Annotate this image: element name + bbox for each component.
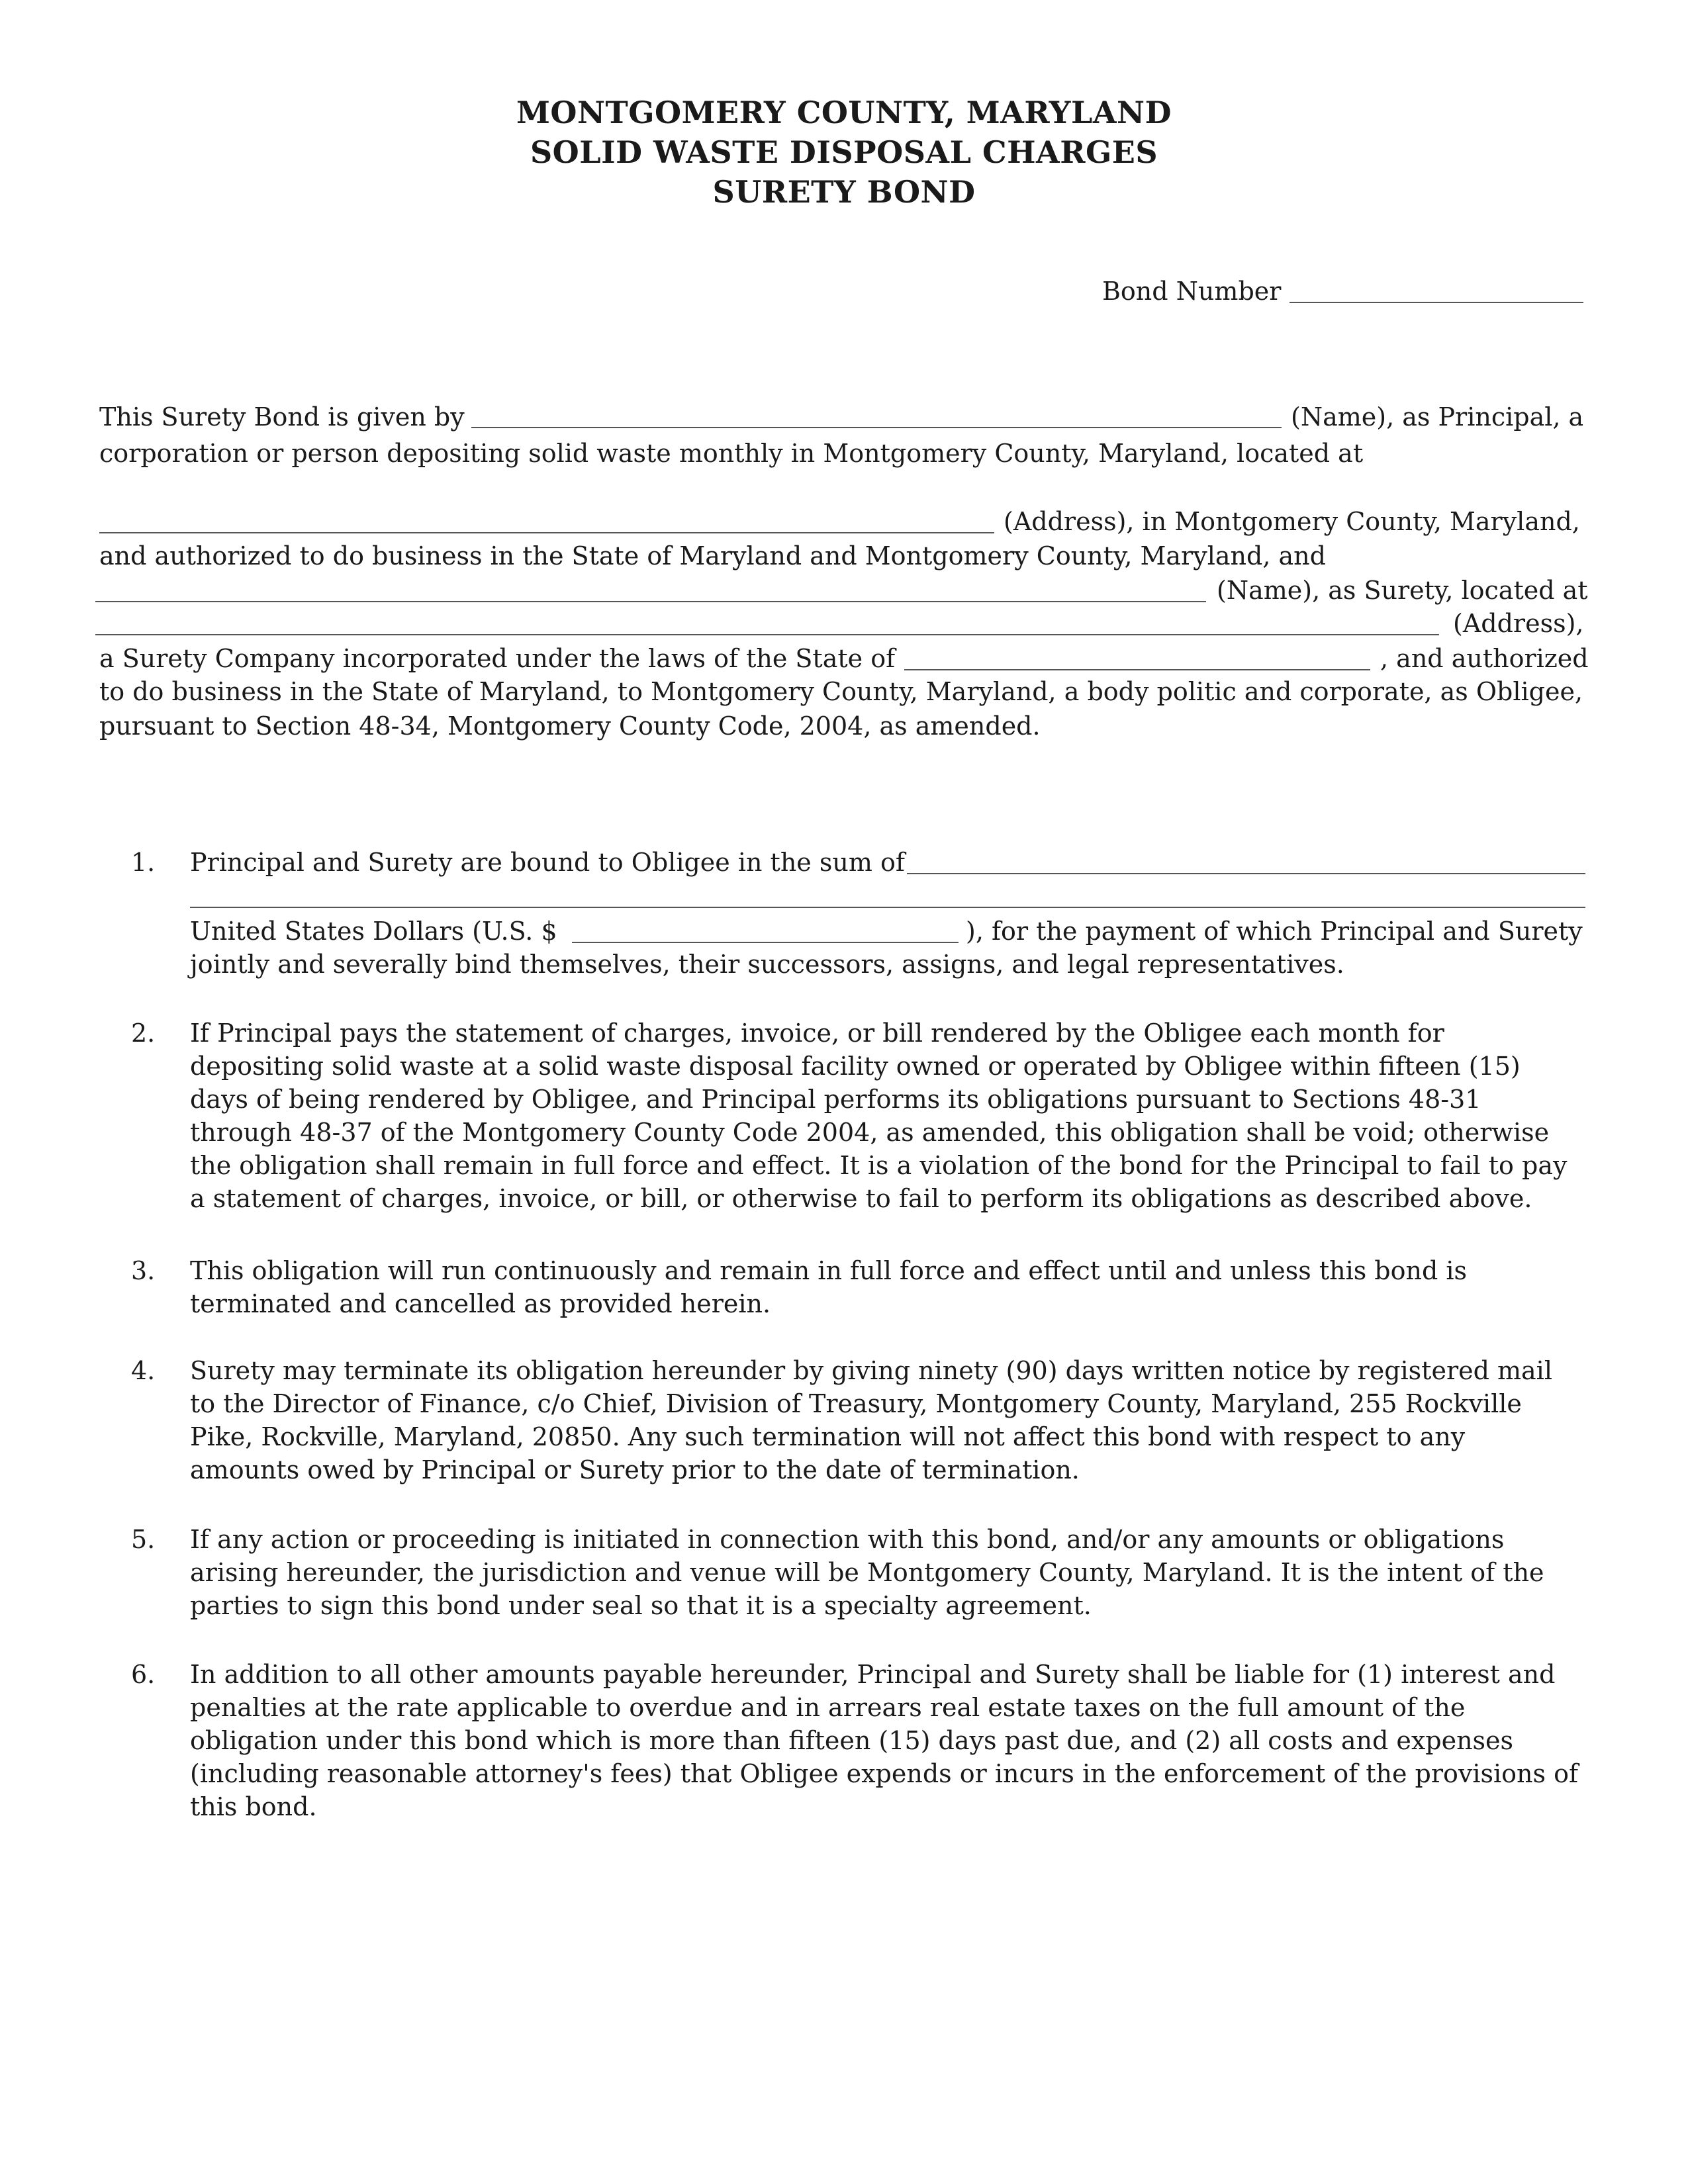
item-number: 5. [131,1525,156,1554]
sum-words-field[interactable] [907,873,1585,874]
title-county: MONTGOMERY COUNTY, MARYLAND [516,95,1172,130]
item-text: In addition to all other amounts payable hereunder, Principal and Surety shall be liable for (1) interest and penalties at the rate applicable to overdue and in arrears real estate taxes on the full amount of the obligation under this bond which is more than fifteen (15) days past due, and (2) all costs and expenses (including reasonable attorney's fees) that Obligee expends or incurs in the enforcement of the provisions of this bond. [190,1660,1579,1821]
item-text: If any action or proceeding is initiated in connection with this bond, and/or any amounts or obligations arising hereunder, the jurisdiction and venue will be Montgomery County, Maryland. It is the intent of the parties to sign this bond under seal so that it is a specialty agreement. [190,1525,1544,1620]
sum-amount-field[interactable] [572,942,959,943]
given-by-text: This Surety Bond is given by [99,402,465,432]
usd-prefix-text: United States Dollars (U.S. $ [190,917,557,946]
item-text: Surety may terminate its obligation hereunder by giving ninety (90) days written notice by registered mail to the Director of Finance, c/o Chief, Division of Treasury, Montgomery County, Maryland, 255 Rockville Pike, Rockville, Maryland, 20850. Any such termination will not affect this bond with respect to any amounts owed by Principal or Surety prior to the date of termination. [190,1356,1552,1484]
title-surety-bond: SURETY BOND [712,174,976,210]
principal-address-field[interactable] [99,532,994,533]
title-charges: SOLID WASTE DISPOSAL CHARGES [530,134,1158,170]
name-principal-text: (Name), as Principal, a [1291,402,1584,432]
surety-company-text: a Surety Company incorporated under the laws of the State of [99,644,896,673]
name-surety-text: (Name), as Surety, located at [1217,576,1588,605]
bond-number-label: Bond Number [1102,277,1282,306]
state-field[interactable] [904,669,1370,670]
item-1-line1: Principal and Surety are bound to Obligee in the sum of [190,848,905,877]
address-county-text: (Address), in Montgomery County, Maryland, [1004,507,1580,536]
item-1-line3: jointly and severally bind themselves, their successors, assigns, and legal representatives. [190,950,1344,979]
sum-words-field-continued[interactable] [190,907,1585,908]
surety-name-field[interactable] [95,601,1206,602]
address-text: (Address), [1453,609,1584,638]
authorized-text: and authorized to do business in the State of Maryland and Montgomery County, Maryland, and [99,541,1326,570]
pursuant-text: pursuant to Section 48-34, Montgomery County Code, 2004, as amended. [99,711,1041,741]
item-text: If Principal pays the statement of charges, invoice, or bill rendered by the Obligee each month for depositing solid waste at a solid waste disposal facility owned or operated by Obligee within fifteen (15) days of being rendered by Obligee, and Principal performs its obligations pursuant to Sections 48-31 through 48-37 of the Montgomery County Code 2004, as amended, this obligation shall be void; otherwise the obligation shall remain in full force and effect. It is a violation of the bond for the Principal to fail to pay a statement of charges, invoice, or bill, or otherwise to fail to perform its obligations as described above. [190,1019,1568,1213]
principal-name-field[interactable] [471,427,1282,428]
to-do-business-text: to do business in the State of Maryland, to Montgomery County, Maryland, a body politic and corporate, as Obligee, [99,677,1583,706]
item-number: 1. [131,848,156,877]
item-text: This obligation will run continuously and remain in full force and effect until and unless this bond is terminated and cancelled as provided herein. [190,1256,1468,1318]
item-number: 4. [131,1356,156,1385]
usd-suffix-text: ), for the payment of which Principal and Surety [966,917,1583,946]
item-number: 3. [131,1256,156,1285]
bond-number-field[interactable] [1289,302,1583,303]
item-number: 2. [131,1019,156,1048]
corporation-text: corporation or person depositing solid waste monthly in Montgomery County, Maryland, located at [99,439,1364,468]
item-number: 6. [131,1660,156,1689]
surety-address-field[interactable] [95,634,1439,635]
and-authorized-text: , and authorized [1380,644,1589,673]
